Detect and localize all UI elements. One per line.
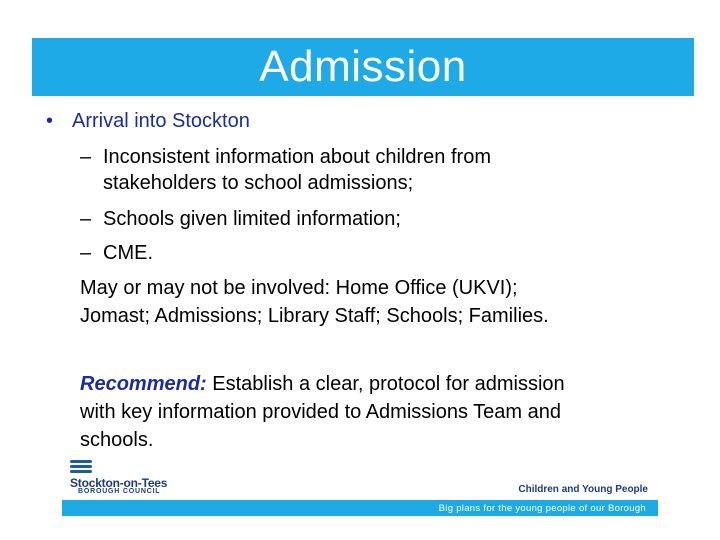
- recommend-text-1: Establish a clear, protocol for admission: [206, 373, 565, 395]
- dash-marker: –: [80, 242, 92, 264]
- logo-wave-icon: [70, 460, 92, 474]
- logo-subtitle: BOROUGH COUNCIL: [78, 488, 161, 495]
- recommend-line-2: with key information provided to Admissions Team and: [80, 401, 561, 423]
- bullet-marker: •: [46, 110, 54, 132]
- recommend-line-1: [80, 371, 565, 397]
- sub-item-1-line-1: Inconsistent information about children from: [103, 146, 491, 168]
- tagline-strip: [62, 500, 658, 516]
- bullet-heading: Arrival into Stockton: [72, 110, 250, 132]
- dash-marker: –: [80, 208, 92, 230]
- sub-item-2: Schools given limited information;: [103, 208, 401, 230]
- slide-title: Admission: [259, 42, 467, 91]
- recommend-line-3: schools.: [80, 429, 154, 451]
- footer-banner: [62, 458, 658, 518]
- council-logo: [70, 458, 190, 498]
- sub-item-1-line-2: stakeholders to school admissions;: [103, 172, 414, 194]
- recommend-label: Recommend:: [80, 373, 207, 395]
- tagline: Big plans for the young people of our Borough: [438, 502, 646, 514]
- logo-name: Stockton-on-Tees: [70, 476, 168, 490]
- involved-line-2: Jomast; Admissions; Library Staff; Schools; Families.: [80, 305, 549, 327]
- dash-marker: –: [80, 146, 92, 168]
- involved-line-1: May or may not be involved: Home Office (UKVI);: [80, 277, 518, 299]
- sub-item-3: CME.: [103, 242, 153, 264]
- department-name: Children and Young People: [518, 484, 648, 495]
